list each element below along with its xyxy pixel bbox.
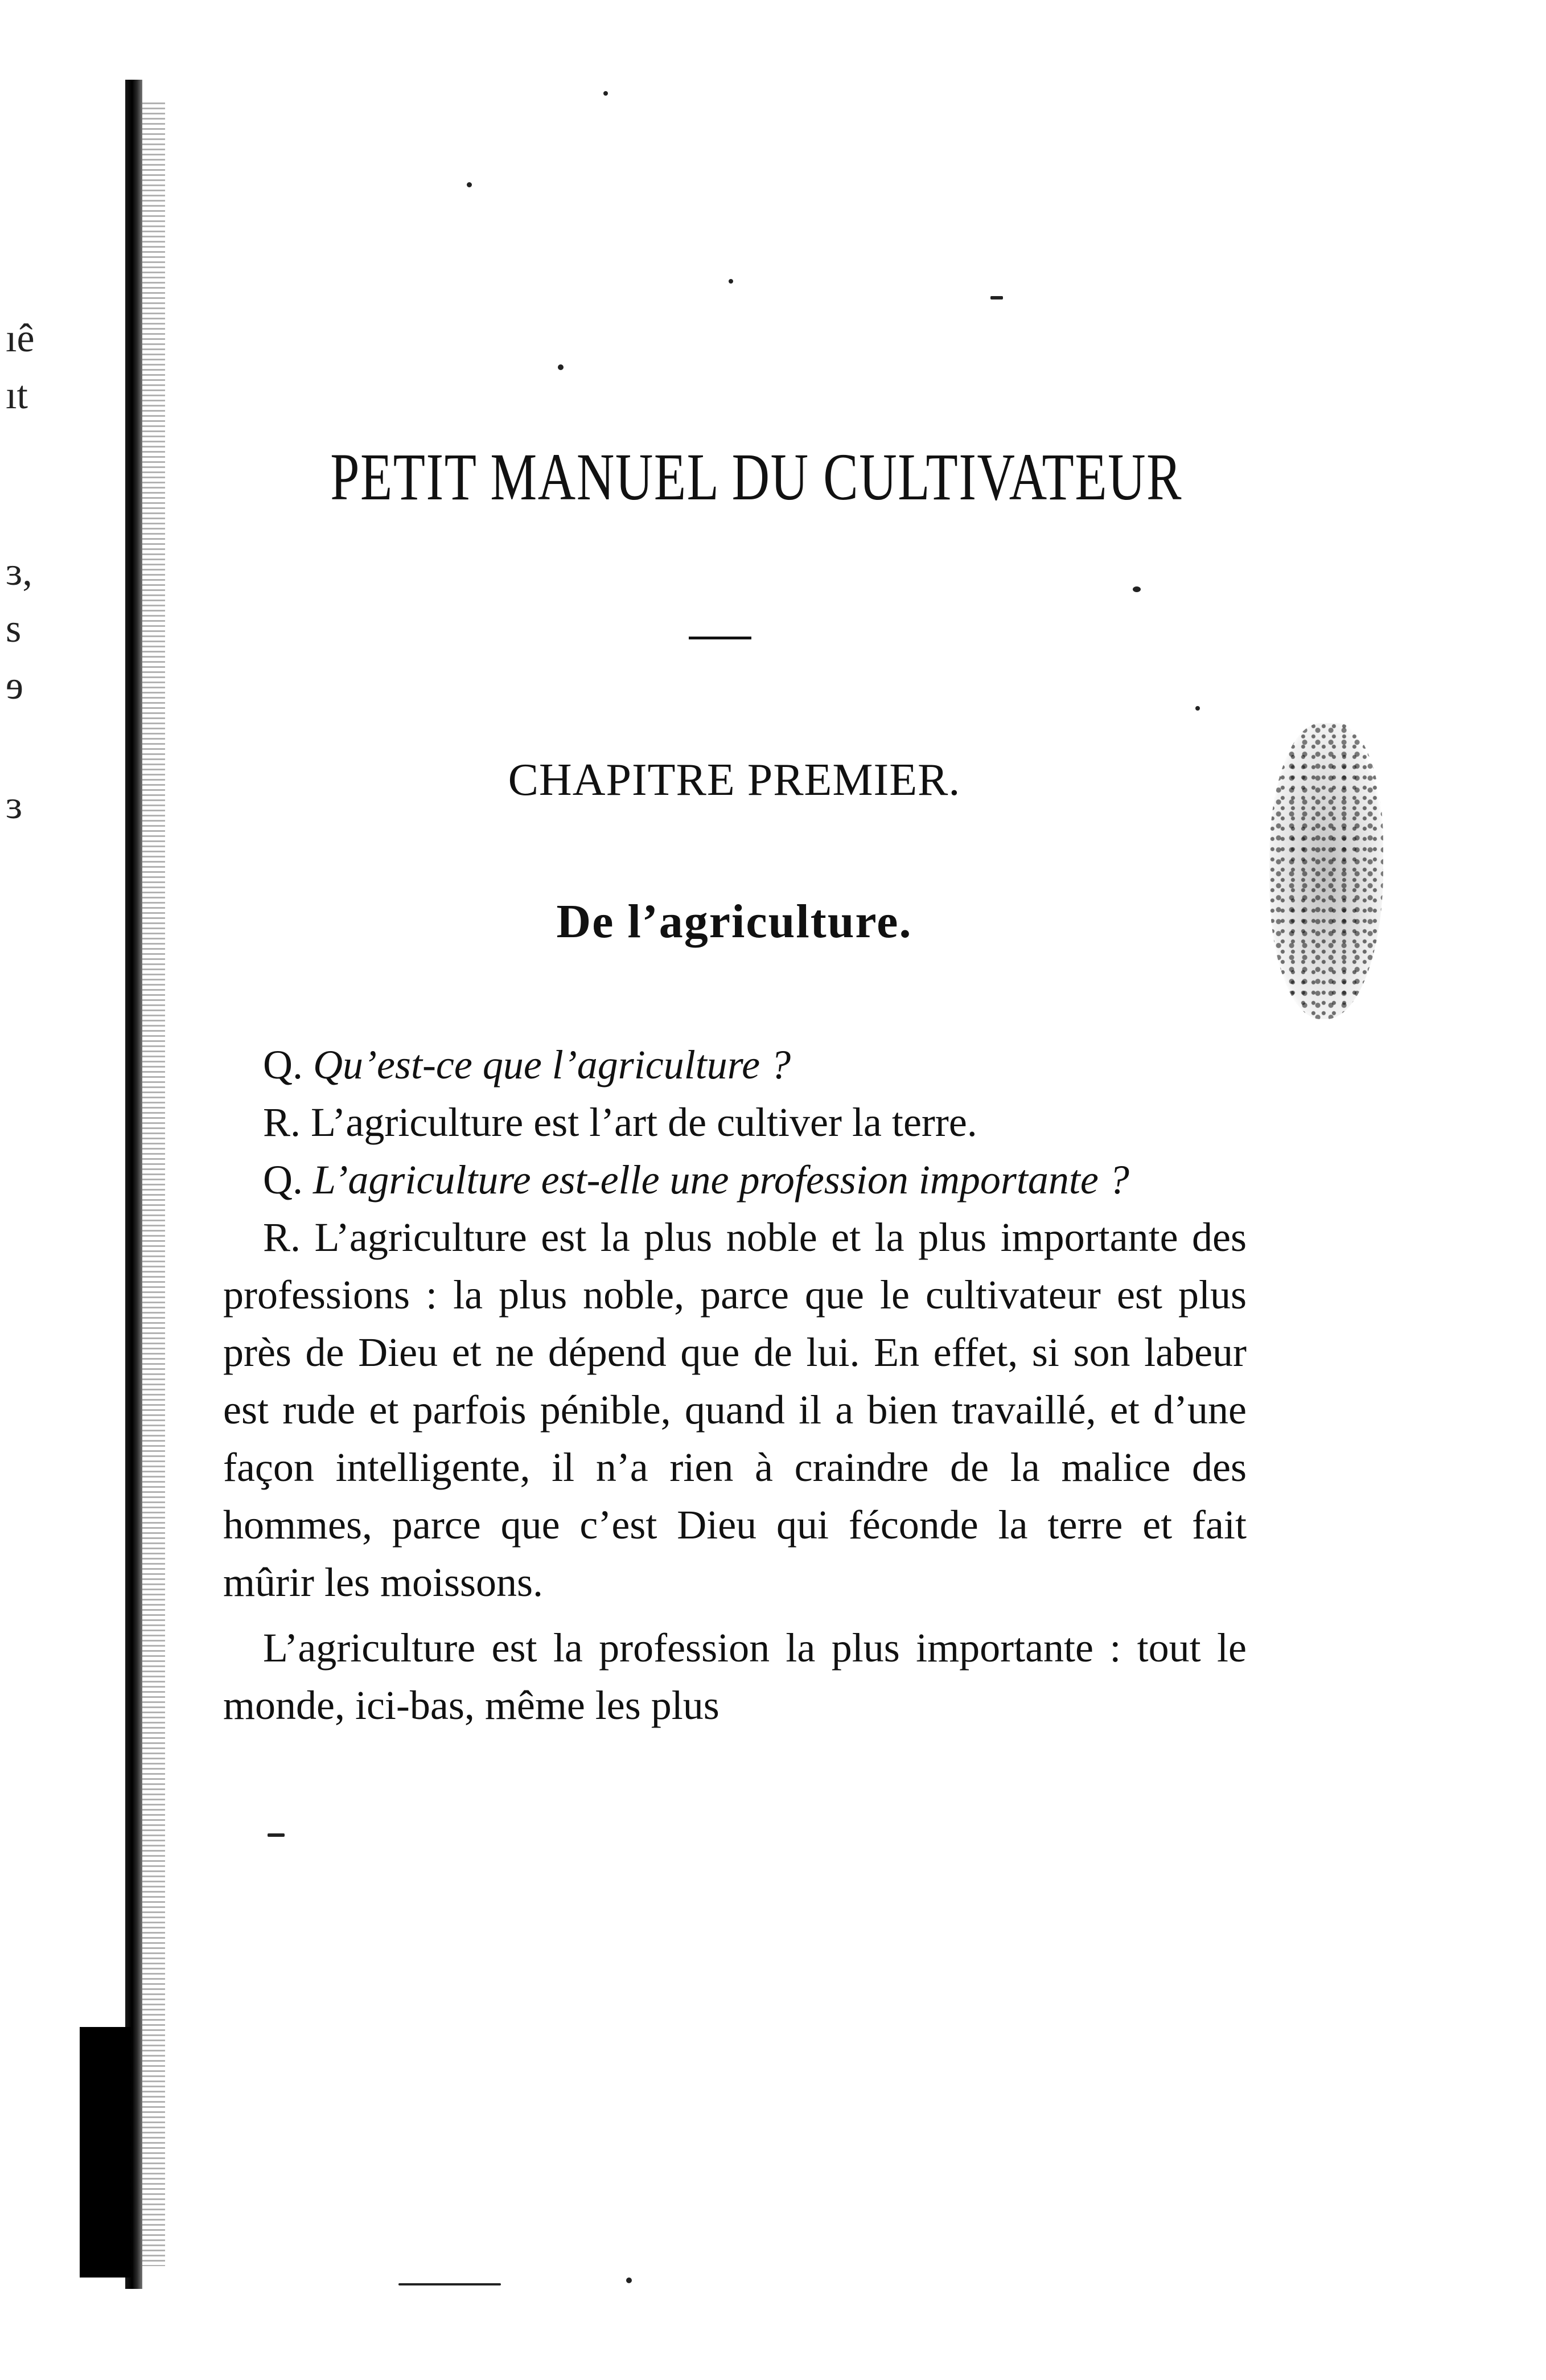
book-spine — [125, 80, 142, 2289]
facing-page-fragment: ıt — [6, 374, 28, 417]
chapter-heading: CHAPITRE PREMIER. — [508, 755, 961, 805]
paragraph-label: R. — [263, 1214, 301, 1260]
paragraph-text: Qu’est-ce que l’agriculture ? — [313, 1042, 791, 1088]
ink-stain — [1269, 723, 1383, 1019]
body-paragraph — [223, 1619, 1247, 1734]
speck — [990, 296, 1003, 299]
speck — [1133, 586, 1141, 592]
speck — [558, 364, 564, 370]
spine-shadow — [80, 2027, 131, 2278]
speck — [729, 279, 733, 284]
facing-page-fragment: ɜ, — [6, 550, 32, 594]
question-paragraph — [223, 1151, 1247, 1209]
separator-rule — [689, 637, 751, 639]
section-heading: De l’agriculture. — [556, 895, 912, 948]
paragraph-label: R. — [263, 1099, 301, 1145]
body-text — [223, 1036, 1247, 1734]
speck — [1195, 706, 1200, 711]
answer-paragraph — [223, 1094, 1247, 1151]
speck — [398, 2283, 501, 2285]
paragraph-label: Q. — [263, 1042, 303, 1088]
speck — [603, 91, 608, 96]
paragraph-label: Q. — [263, 1157, 303, 1203]
paragraph-text: L’agriculture est-elle une profession importante ? — [313, 1157, 1129, 1203]
facing-page-fragment: ɘ — [6, 664, 24, 708]
paragraph-text: L’agriculture est la profession la plus importante : tout le monde, ici-bas, même les plus — [223, 1625, 1247, 1728]
speck — [626, 2278, 632, 2283]
question-paragraph — [223, 1036, 1247, 1094]
page-title: PETIT MANUEL DU CULTIVATEUR — [330, 440, 1183, 514]
answer-paragraph — [223, 1209, 1247, 1611]
speck — [467, 182, 472, 187]
facing-page-fragment: ɜ — [6, 783, 23, 827]
paragraph-text: L’agriculture est la plus noble et la plus importante des professions : la plus noble, parce que le cultivateur est plus près de Dieu et ne dépend que de lui. En effet, si son labeur est rude et parfois pénible, quand il a bien travaillé, et d’une façon intelligente, il n’a rien à craindre de la malice des hommes, parce que c’est Dieu qui féconde la terre et fait mûrir les moissons. — [223, 1214, 1247, 1605]
facing-page-fragment: ıê — [6, 317, 35, 360]
facing-page-fragment: s — [6, 607, 22, 651]
spine-texture — [142, 102, 165, 2266]
paragraph-text: L’agriculture est l’art de cultiver la terre. — [311, 1099, 977, 1145]
speck — [268, 1833, 285, 1837]
